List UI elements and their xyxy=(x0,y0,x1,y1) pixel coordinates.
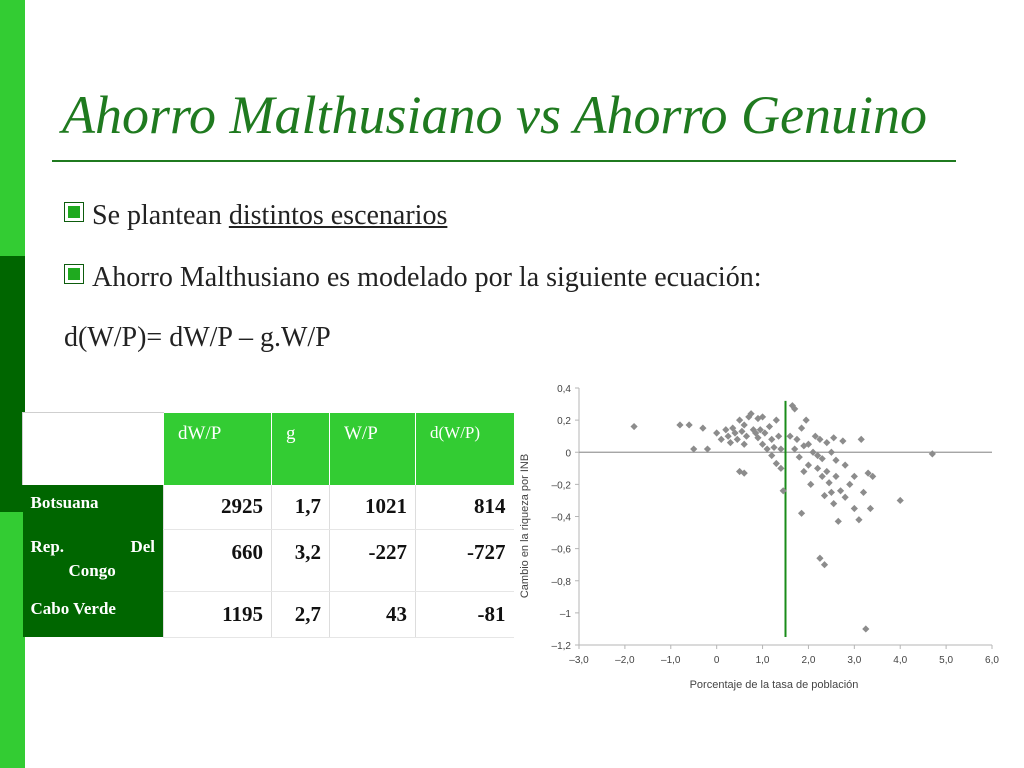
slide-title: Ahorro Malthusiano vs Ahorro Genuino xyxy=(62,85,928,145)
data-point xyxy=(793,436,800,443)
data-point xyxy=(867,505,874,512)
data-point xyxy=(713,429,720,436)
cell-value: -727 xyxy=(416,529,514,591)
data-point xyxy=(825,479,832,486)
x-tick-label: 1,0 xyxy=(755,655,770,666)
data-point xyxy=(773,417,780,424)
bullet-1-text: Se plantean xyxy=(92,200,229,231)
data-point xyxy=(796,453,803,460)
header-dwp: dW/P xyxy=(164,413,272,486)
data-point xyxy=(842,494,849,501)
cell-value: 2925 xyxy=(164,485,272,529)
data-point xyxy=(819,473,826,480)
data-point xyxy=(718,436,725,443)
data-point xyxy=(855,516,862,523)
data-point xyxy=(775,433,782,440)
data-point xyxy=(828,489,835,496)
data-point xyxy=(676,421,683,428)
data-point xyxy=(805,462,812,469)
cell-value: 1195 xyxy=(164,591,272,637)
table-header-row xyxy=(23,413,514,486)
x-axis-label: Porcentaje de la tasa de población xyxy=(689,679,859,691)
data-point xyxy=(727,439,734,446)
data-point xyxy=(736,417,743,424)
data-point xyxy=(842,462,849,469)
data-point xyxy=(846,481,853,488)
data-point xyxy=(807,481,814,488)
data-point xyxy=(725,433,732,440)
data-point xyxy=(741,421,748,428)
data-point xyxy=(738,428,745,435)
row-label-botsuana: Botsuana xyxy=(23,485,164,529)
data-point xyxy=(734,436,741,443)
y-tick-label: –0,2 xyxy=(551,480,571,492)
chart-points xyxy=(630,402,935,632)
data-point xyxy=(929,450,936,457)
table-row xyxy=(23,591,514,637)
table-row xyxy=(23,485,514,529)
cell-value: 2,7 xyxy=(272,591,330,637)
row-label-cabo-verde: Cabo Verde xyxy=(23,591,164,637)
data-point xyxy=(823,468,830,475)
bullet-1-link[interactable]: distintos escenarios xyxy=(228,200,448,231)
data-point xyxy=(821,561,828,568)
x-tick-label: 5,0 xyxy=(939,655,954,666)
data-point xyxy=(786,433,793,440)
data-point xyxy=(722,426,729,433)
y-tick-label: 0,4 xyxy=(557,384,571,395)
cell-value: 3,2 xyxy=(272,529,330,591)
x-tick-label: 3,0 xyxy=(847,655,862,666)
data-point xyxy=(773,460,780,467)
x-tick-label: –2,0 xyxy=(615,655,635,666)
square-bullet-icon xyxy=(64,202,84,222)
row-label-congo xyxy=(23,529,164,591)
header-g: g xyxy=(272,413,330,486)
chart-axes xyxy=(552,384,1000,666)
y-tick-label: –1,2 xyxy=(551,641,571,652)
y-tick-label: 0,2 xyxy=(557,416,571,428)
title-underline xyxy=(52,160,956,162)
data-point xyxy=(839,437,846,444)
bullet-escenarios xyxy=(64,200,447,232)
data-point xyxy=(832,457,839,464)
scatter-chart xyxy=(512,376,1012,696)
data-point xyxy=(704,445,711,452)
bullet-ecuacion xyxy=(64,262,761,294)
data-point xyxy=(800,468,807,475)
y-tick-label: –0,6 xyxy=(551,544,571,556)
bullet-2-text: Ahorro Malthusiano es modelado por la siguiente ecuación: xyxy=(92,262,762,293)
equation: d(W/P)= dW/P – g.W/P xyxy=(64,322,331,353)
data-point xyxy=(830,434,837,441)
data-point xyxy=(699,425,706,432)
data-point xyxy=(828,449,835,456)
y-tick-label: –0,8 xyxy=(551,576,571,588)
cell-value: 1021 xyxy=(330,485,416,529)
cell-value: -227 xyxy=(330,529,416,591)
x-tick-label: –1,0 xyxy=(661,655,681,666)
data-point xyxy=(777,445,784,452)
data-point xyxy=(743,433,750,440)
data-point xyxy=(816,555,823,562)
cell-value: 1,7 xyxy=(272,485,330,529)
data-point xyxy=(798,510,805,517)
data-point xyxy=(837,487,844,494)
data-point xyxy=(851,473,858,480)
data-point xyxy=(690,445,697,452)
data-point xyxy=(764,445,771,452)
data-point xyxy=(766,423,773,430)
cell-value: 814 xyxy=(416,485,514,529)
y-tick-label: –0,4 xyxy=(551,512,571,524)
cell-value: -81 xyxy=(416,591,514,637)
table-corner-cell xyxy=(23,413,164,486)
row-label-congo-line1: Rep. xyxy=(30,537,65,556)
data-point xyxy=(630,423,637,430)
table-row xyxy=(23,529,514,591)
x-tick-label: 6,0 xyxy=(985,655,999,666)
y-tick-label: 0 xyxy=(565,448,571,460)
x-tick-label: 2,0 xyxy=(801,655,816,666)
cell-value: 43 xyxy=(330,591,416,637)
data-point xyxy=(768,452,775,459)
header-d-wp: d(W/P) xyxy=(416,413,514,486)
data-table xyxy=(22,412,514,638)
row-label-congo-line2: Del xyxy=(130,537,155,556)
data-point xyxy=(798,425,805,432)
x-tick-label: 4,0 xyxy=(893,655,908,666)
data-point xyxy=(862,625,869,632)
data-point xyxy=(830,500,837,507)
header-wp: W/P xyxy=(330,413,416,486)
data-point xyxy=(759,441,766,448)
data-point xyxy=(860,489,867,496)
data-point xyxy=(858,436,865,443)
cell-value: 660 xyxy=(164,529,272,591)
x-tick-label: –3,0 xyxy=(569,655,589,666)
data-point xyxy=(686,421,693,428)
data-point xyxy=(823,439,830,446)
row-label-congo-line3: Congo xyxy=(68,561,116,580)
data-point xyxy=(770,444,777,451)
data-point xyxy=(814,465,821,472)
data-point xyxy=(791,445,798,452)
x-tick-label: 0 xyxy=(713,655,720,666)
data-point xyxy=(803,417,810,424)
data-point xyxy=(835,518,842,525)
data-point xyxy=(821,492,828,499)
square-bullet-icon xyxy=(64,264,84,284)
data-point xyxy=(832,473,839,480)
data-point xyxy=(741,441,748,448)
data-point xyxy=(897,497,904,504)
y-axis-label: Cambio en la riqueza por INB xyxy=(519,453,531,599)
data-point xyxy=(851,505,858,512)
data-point xyxy=(777,465,784,472)
y-tick-label: –1 xyxy=(559,608,571,620)
data-point xyxy=(768,436,775,443)
